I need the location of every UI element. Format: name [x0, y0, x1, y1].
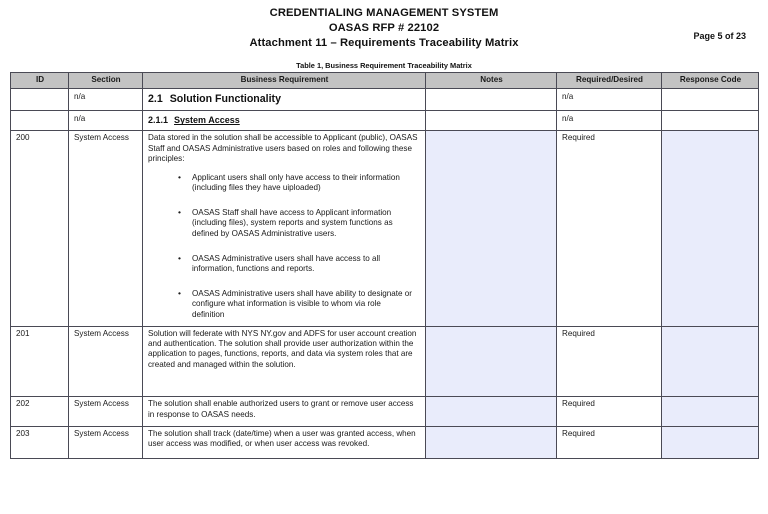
- cell-response-code[interactable]: [662, 326, 759, 397]
- cell-required-desired: n/a: [557, 111, 662, 131]
- cell-section: System Access: [69, 131, 143, 326]
- cell-notes: [426, 89, 557, 111]
- cell-required-desired: Required: [557, 427, 662, 459]
- table-body: [11, 89, 759, 458]
- title-line-2: OASAS RFP # 22102: [328, 22, 440, 34]
- cell-id: [11, 89, 69, 111]
- title-line-1: CREDENTIALING MANAGEMENT SYSTEM: [269, 7, 499, 19]
- cell-id: 200: [11, 131, 69, 326]
- cell-response-code: [662, 89, 759, 111]
- table-row: [11, 89, 759, 111]
- list-item: • OASAS Administrative users shall have ability to designate or configure what information is visible to whom via role definition: [192, 289, 421, 321]
- table-header: [11, 73, 759, 89]
- title-line-3: Attachment 11 – Requirements Traceability Matrix: [249, 37, 519, 49]
- column-header-response-code: Response Code: [662, 73, 759, 89]
- cell-required-desired: Required: [557, 131, 662, 326]
- cell-section: n/a: [69, 89, 143, 111]
- table-header-row: [11, 73, 759, 89]
- requirements-traceability-matrix: [10, 72, 758, 459]
- page-number: Page 5 of 23: [693, 31, 746, 41]
- cell-required-desired: Required: [557, 326, 662, 397]
- cell-business-requirement: [143, 89, 426, 111]
- table-row: [11, 111, 759, 131]
- cell-notes[interactable]: [426, 397, 557, 427]
- rtm-table: [10, 72, 759, 459]
- column-header-id: ID: [11, 73, 69, 89]
- cell-response-code[interactable]: [662, 131, 759, 326]
- list-item: • Applicant users shall only have access to their information (including files they have uiploaded): [192, 173, 421, 194]
- section-number: 2.1: [148, 93, 163, 106]
- column-header-business-requirement: Business Requirement: [143, 73, 426, 89]
- cell-business-requirement: [143, 131, 426, 326]
- cell-section: System Access: [69, 326, 143, 397]
- cell-notes[interactable]: [426, 326, 557, 397]
- table-row: [11, 397, 759, 427]
- cell-section: n/a: [69, 111, 143, 131]
- cell-id: 202: [11, 397, 69, 427]
- cell-notes[interactable]: [426, 131, 557, 326]
- section-label: Solution Functionality: [169, 93, 281, 106]
- table-row: [11, 131, 759, 326]
- document-header: [0, 0, 768, 70]
- subsection-label: System Access: [174, 115, 240, 126]
- table-caption: Table 1, Business Requirement Traceability Matrix: [296, 61, 472, 70]
- cell-response-code[interactable]: [662, 397, 759, 427]
- requirement-bullet-list: [148, 173, 421, 321]
- cell-id: [11, 111, 69, 131]
- cell-notes: [426, 111, 557, 131]
- cell-business-requirement: Solution will federate with NYS NY.gov and ADFS for user account creation and authentication. The solution shall provide user authorization within the application to pages, functions, reports, and data via system roles that are created and managed within the solution.: [143, 326, 426, 397]
- cell-response-code[interactable]: [662, 427, 759, 459]
- section-heading: [148, 92, 421, 106]
- cell-section: System Access: [69, 397, 143, 427]
- column-header-required-desired: Required/Desired: [557, 73, 662, 89]
- title-block: [0, 6, 768, 51]
- cell-business-requirement: The solution shall track (date/time) when a user was granted access, when user access was modified, or when user access was revoked.: [143, 427, 426, 459]
- column-header-section: Section: [69, 73, 143, 89]
- table-row: [11, 427, 759, 459]
- cell-section: System Access: [69, 427, 143, 459]
- cell-id: 201: [11, 326, 69, 397]
- cell-business-requirement: The solution shall enable authorized users to grant or remove user access in response to OASAS needs.: [143, 397, 426, 427]
- requirement-text: Data stored in the solution shall be accessible to Applicant (public), OASAS Staff and OASAS Administrative users based on roles and following these principles:: [148, 133, 418, 164]
- table-row: [11, 326, 759, 397]
- subsection-heading: [148, 114, 421, 126]
- cell-business-requirement: [143, 111, 426, 131]
- column-header-notes: Notes: [426, 73, 557, 89]
- cell-id: 203: [11, 427, 69, 459]
- list-item: • OASAS Administrative users shall have access to all information, functions and reports.: [192, 254, 421, 275]
- list-item: • OASAS Staff shall have access to Applicant information (including files), system reports and system functions as defined by OASAS Administrative users.: [192, 208, 421, 240]
- subsection-number: 2.1.1: [148, 115, 169, 126]
- cell-required-desired: Required: [557, 397, 662, 427]
- cell-response-code: [662, 111, 759, 131]
- cell-notes[interactable]: [426, 427, 557, 459]
- cell-required-desired: n/a: [557, 89, 662, 111]
